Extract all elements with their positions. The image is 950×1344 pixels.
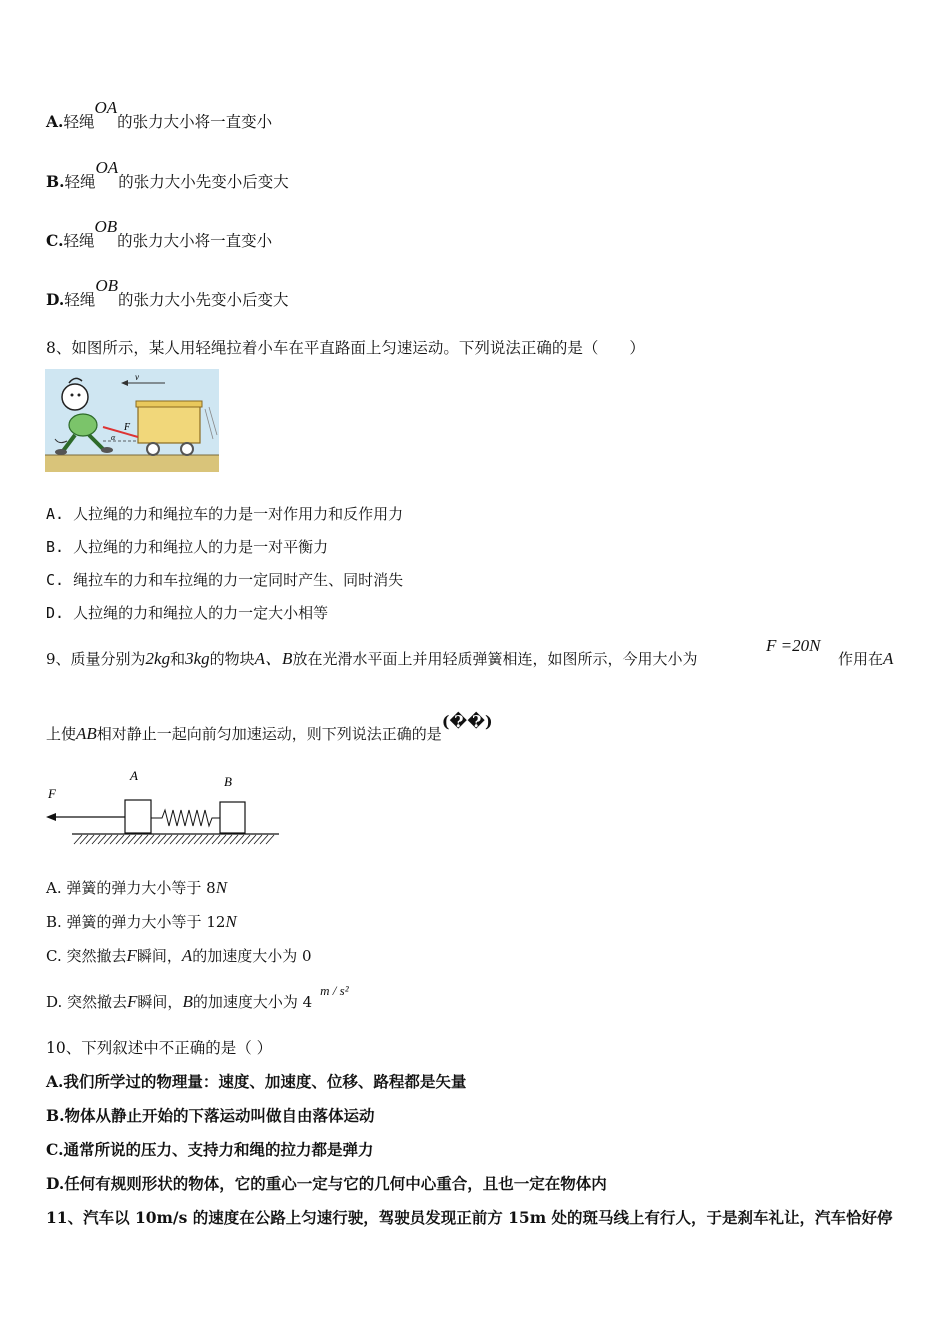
person-body (69, 414, 97, 436)
q9-option-d: D. 突然撤去F瞬间，B的加速度大小为 4m / s² (46, 983, 349, 1011)
block-a (125, 800, 151, 833)
q8-option-a: A. 人拉绳的力和绳拉车的力是一对作用力和反作用力 (46, 505, 404, 523)
math-ob: OB (95, 276, 118, 295)
q9-stem-line2: 上使AB相对静止一起向前匀加速运动，则下列说法正确的是(��) (46, 712, 493, 743)
q9-force-value: F =20N (766, 636, 821, 655)
q10-stem: 10、下列叙述中不正确的是（ ） (46, 1039, 273, 1057)
q10-option-b: B.物体从静止开始的下落运动叫做自由落体运动 (46, 1106, 375, 1125)
q7-option-a: A.轻绳OA的张力大小将一直变小 (46, 98, 273, 131)
q9-stem-line1-end: 作用在A (838, 649, 894, 668)
q8-option-c: C. 绳拉车的力和车拉绳的力一定同时产生、同时消失 (46, 571, 404, 589)
angle-label: α (111, 433, 116, 442)
q8-option-b: B. 人拉绳的力和绳拉人的力是一对平衡力 (46, 538, 329, 556)
q8-figure-person-pulling-cart (45, 369, 219, 472)
q9-option-c: C. 突然撤去F瞬间，A的加速度大小为 0 (46, 946, 312, 965)
ground (45, 455, 219, 472)
q8-stem: 8、如图所示，某人用轻绳拉着小车在平直路面上匀速运动。下列说法正确的是（ ） (46, 339, 645, 357)
q11-stem: 11、汽车以 10m/s 的速度在公路上匀速行驶，驾驶员发现正前方 15m 处的斑马线上有行人，于是刹车礼让，汽车恰好停 (46, 1208, 893, 1227)
q8-option-d: D. 人拉绳的力和绳拉人的力一定大小相等 (46, 604, 329, 622)
figure-force-label: F (48, 786, 56, 801)
force-label: F (124, 422, 131, 433)
q7-option-b: B.轻绳OA的张力大小先变小后变大 (46, 158, 289, 191)
math-oa: OA (95, 158, 119, 177)
q10-option-d: D.任何有规则形状的物体，它的重心一定与它的几何中心重合，且也一定在物体内 (46, 1174, 607, 1193)
q9-option-b: B. 弹簧的弹力大小等于 12N (46, 912, 237, 931)
cart-wheel (147, 443, 159, 455)
person-head (62, 384, 88, 410)
q9-figure-blocks-spring (44, 764, 284, 854)
q9-stem-line1: 9、质量分别为2kg和3kg的物块A、B放在光滑水平面上并用轻质弹簧相连，如图所示，今用大小为 (46, 649, 698, 668)
q9-option-a: A. 弹簧的弹力大小等于 8N (46, 878, 228, 897)
ground-hatching (74, 835, 274, 844)
velocity-label: v (135, 372, 139, 382)
q10-option-c: C.通常所说的压力、支持力和绳的拉力都是弹力 (46, 1140, 374, 1159)
q10-option-a: A.我们所学过的物理量：速度、加速度、位移、路程都是矢量 (46, 1072, 467, 1091)
math-ob: OB (94, 217, 118, 236)
cart-body (138, 403, 200, 443)
figure-block-b-label: B (224, 774, 232, 789)
figure-block-a-label: A (130, 768, 138, 783)
math-oa: OA (94, 98, 118, 117)
cart-wheel (181, 443, 193, 455)
q7-option-c: C.轻绳OB的张力大小将一直变小 (46, 217, 273, 250)
q7-option-d: D.轻绳OB的张力大小先变小后变大 (46, 276, 289, 309)
block-b (220, 802, 245, 833)
unit-m-per-s2: m / s² (320, 983, 349, 998)
spring (151, 810, 220, 826)
